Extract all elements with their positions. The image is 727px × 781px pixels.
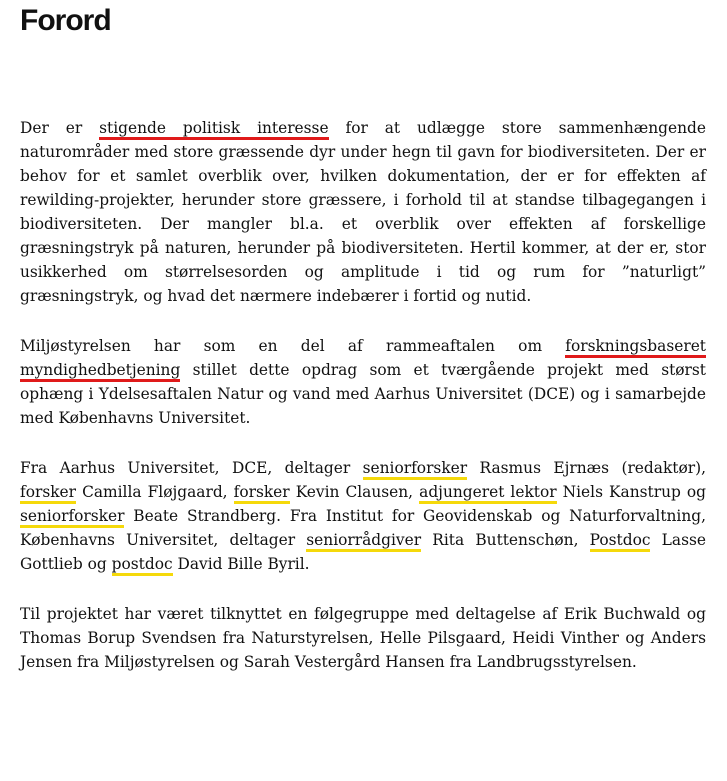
text-run: Kevin Clausen, — [289, 483, 420, 501]
text-run: Der er — [20, 119, 100, 137]
highlighted-term: seniorforsker — [20, 507, 124, 528]
highlighted-term: postdoc — [112, 555, 173, 576]
page-title: Forord — [20, 4, 111, 37]
text-run: Lasse Gottlieb og — [20, 531, 706, 573]
text-run: David Bille Byril. — [172, 555, 310, 573]
text-run: Rasmus Ejrnæs (redaktør), — [467, 459, 706, 477]
paragraph-3 — [20, 456, 706, 576]
text-run: Camilla Fløjgaard, — [76, 483, 234, 501]
body-text — [20, 116, 706, 674]
paragraph-2 — [20, 334, 706, 430]
highlighted-term: forskningsbaseret myndighedbetjening — [20, 337, 706, 382]
paragraph-1 — [20, 116, 706, 308]
highlighted-term: adjungeret lektor — [419, 483, 556, 504]
highlighted-term: seniorrådgiver — [306, 531, 421, 552]
highlighted-term: forsker — [20, 483, 76, 504]
highlighted-term: stigende politisk interesse — [99, 119, 328, 140]
text-run: Beate Strandberg. Fra Institut for Geovidenskab og Naturforvaltning, Københavns Universitet, deltager — [20, 507, 706, 549]
highlighted-term: forsker — [234, 483, 290, 504]
text-run: stillet dette opdrag som et tværgående projekt med størst ophæng i Ydelsesaftalen Natur og vand med Aarhus Universitet (DCE) og i samarbejde med Københavns Universitet. — [20, 361, 706, 427]
highlighted-term: seniorforsker — [363, 459, 467, 480]
paragraph-4 — [20, 602, 706, 674]
text-run: Miljøstyrelsen har som en del af rammeaftalen om — [20, 337, 566, 355]
text-run: for at udlægge store sammenhængende naturområder med store græssende dyr under hegn til gavn for biodiversiteten. Der er behov for et samlet overblik over, hvilken dokumentation, der er for effekten af rewilding-projekter, herunder store græssere, i forhold til at standse tilbagegangen i biodiversiteten. Der mangler bl.a. et overblik over effekten af forskellige græsningstryk på naturen, herunder på biodiversiteten. Hertil kommer, at der er, stor usikkerhed om størrelsesorden og amplitude i tid og rum for ”naturligt” græsningstryk, og hvad det nærmere indebærer i fortid og nutid. — [20, 119, 707, 305]
text-run: Fra Aarhus Universitet, DCE, deltager — [20, 459, 363, 477]
text-run: Niels Kanstrup og — [556, 483, 707, 501]
text-run: Rita Buttenschøn, — [421, 531, 590, 549]
text-run: Til projektet har været tilknyttet en følgegruppe med deltagelse af Erik Buchwald og Thomas Borup Svendsen fra Naturstyrelsen, Helle Pilsgaard, Heidi Vinther og Anders Jensen fra Miljøstyrelsen og Sarah Vestergård Hansen fra Landbrugsstyrelsen. — [20, 605, 706, 671]
highlighted-term: Postdoc — [590, 531, 651, 552]
